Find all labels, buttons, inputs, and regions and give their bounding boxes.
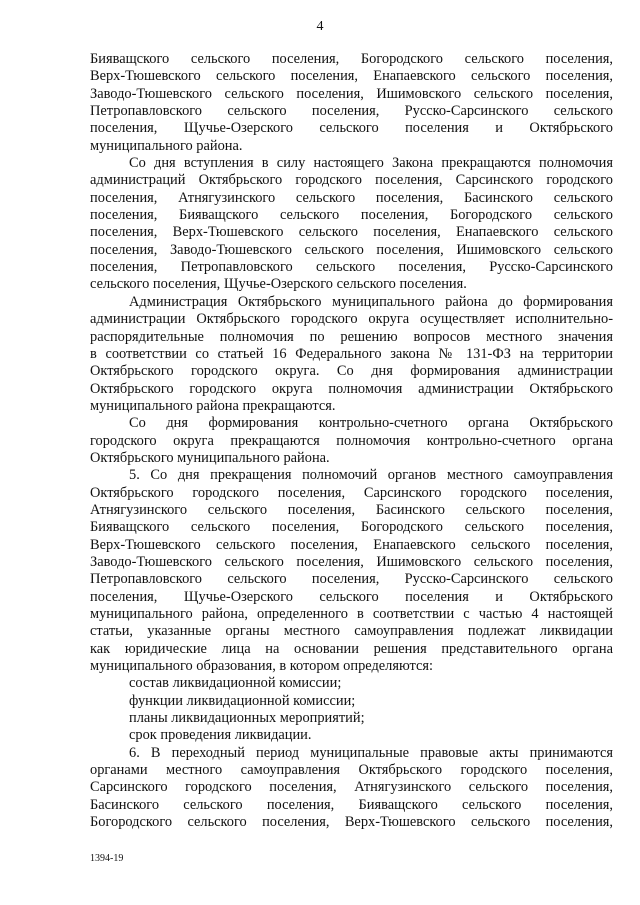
text-line: поселения, Заводо-Тюшевского сельского поселения, Ишимовского сельского <box>90 241 613 258</box>
text-line: 5. Со дня прекращения полномочий органов местного самоуправления <box>129 467 613 484</box>
text-line: Октябрьского муниципального района. <box>90 449 330 466</box>
text-line: поселения, Петропавловского сельского поселения, Русско-Сарсинского <box>90 259 613 276</box>
text-line: сельского поселения, Щучье-Озерского сельского поселения. <box>90 276 467 293</box>
text-line: статьи, указанные органы местного самоуправления подлежат ликвидации <box>90 623 613 640</box>
list-item: планы ликвидационных мероприятий; <box>129 710 365 727</box>
text-line: Бияващского сельского поселения, Богородского сельского поселения, <box>90 51 613 67</box>
text-line: Октябрьского городского округа полномочия администрации Октябрьского <box>90 380 613 397</box>
text-line: администрации Октябрьского городского округа осуществляет исполнительно- <box>90 311 613 328</box>
text-line: поселения, Верх-Тюшевского сельского поселения, Енапаевского сельского <box>90 224 613 241</box>
text-line: Со дня формирования контрольно-счетного органа Октябрьского <box>129 415 613 432</box>
text-line: 6. В переходный период муниципальные правовые акты принимаются <box>129 744 613 761</box>
text-line: распорядительные полномочия по решению вопросов местного значения <box>90 328 613 345</box>
text-line: Петропавловского сельского поселения, Русско-Сарсинского сельского <box>90 103 613 120</box>
text-line: как юридические лица на основании решения представительного органа <box>90 640 613 657</box>
text-line: Атнягузинского сельского поселения, Басинского сельского поселения, <box>90 501 613 518</box>
paragraph <box>90 745 613 832</box>
paragraph <box>90 415 613 467</box>
text-line: органами местного самоуправления Октябрьского городского поселения, <box>90 762 613 779</box>
list-item: состав ликвидационной комиссии; <box>129 675 342 692</box>
text-line: Басинского сельского поселения, Бияващского сельского поселения, <box>90 796 613 813</box>
liquidation-list <box>90 675 613 744</box>
text-line: Бияващского сельского поселения, Богородского сельского поселения, <box>90 519 613 536</box>
paragraph <box>90 294 613 415</box>
page-number: 4 <box>316 19 324 34</box>
text-line: поселения, Щучье-Озерского сельского поселения и Октябрьского <box>90 120 613 137</box>
text-line: муниципального образования, в котором определяются: <box>90 658 434 675</box>
text-line: Верх-Тюшевского сельского поселения, Енапаевского сельского поселения, <box>90 536 613 553</box>
paragraph <box>90 51 613 155</box>
text-line: Октябрьского городского округа. Со дня формирования администрации <box>90 363 613 380</box>
text-line: Со дня вступления в силу настоящего Закона прекращаются полномочия <box>129 155 613 172</box>
text-line: муниципального района, определенного в соответствии с частью 4 настоящей <box>90 606 613 622</box>
text-line: Петропавловского сельского поселения, Русско-Сарсинского сельского <box>90 571 613 588</box>
body-text <box>90 51 613 831</box>
list-item: срок проведения ликвидации. <box>129 727 312 744</box>
document-code: 1394-19 <box>90 853 124 864</box>
text-line: Заводо-Тюшевского сельского поселения, Ишимовского сельского поселения, <box>90 553 613 570</box>
text-line: в соответствии со статьей 16 Федерального закона № 131-ФЗ на территории <box>90 345 613 362</box>
list-item: функции ликвидационной комиссии; <box>129 692 356 709</box>
text-line: поселения, Щучье-Озерского сельского поселения и Октябрьского <box>90 588 613 605</box>
text-line: Октябрьского городского поселения, Сарсинского городского поселения, <box>90 484 613 501</box>
text-line: администраций Октябрьского городского поселения, Сарсинского городского <box>90 172 613 189</box>
text-line: Заводо-Тюшевского сельского поселения, Ишимовского сельского поселения, <box>90 85 613 102</box>
text-line: поселения, Бияващского сельского поселения, Богородского сельского <box>90 207 613 224</box>
text-line: муниципального района прекращаются. <box>90 397 336 414</box>
text-line: Богородского сельского поселения, Верх-Тюшевского сельского поселения, <box>90 814 613 831</box>
text-line: Верх-Тюшевского сельского поселения, Енапаевского сельского поселения, <box>90 68 613 85</box>
text-line: городского округа прекращаются полномочия контрольно-счетного органа <box>90 432 613 449</box>
text-line: муниципального района. <box>90 137 243 154</box>
paragraph <box>90 155 613 294</box>
paragraph <box>90 467 613 675</box>
text-line: Сарсинского городского поселения, Атнягузинского сельского поселения, <box>90 779 613 796</box>
text-line: Администрация Октябрьского муниципального района до формирования <box>129 293 613 310</box>
text-line: поселения, Атнягузинского сельского поселения, Басинского сельского <box>90 189 613 206</box>
